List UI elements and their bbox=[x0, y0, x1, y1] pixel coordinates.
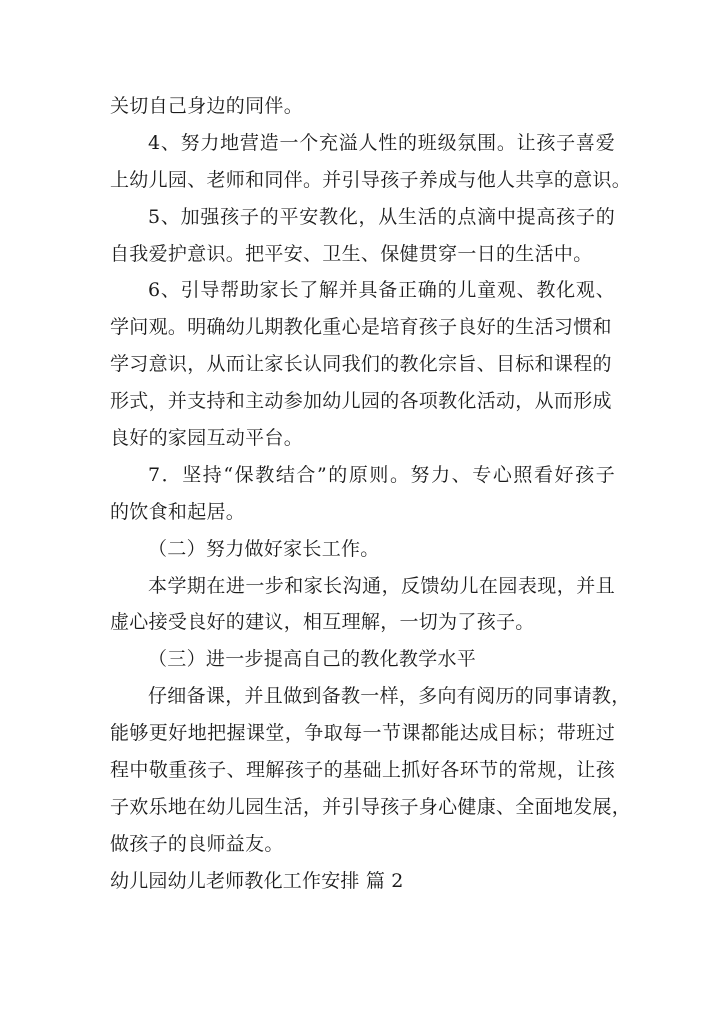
subsection-heading-2: （二）努力做好家长工作。 bbox=[148, 537, 380, 560]
teaching-line-1: 仔细备课，并且做到备教一样，多向有阅历的同事请教， bbox=[148, 685, 631, 708]
list-item-6-line-2: 学问观。明确幼儿期教化重心是培育孩子良好的生活习惯和 bbox=[110, 316, 612, 339]
list-item-5-line-1: 5、加强孩子的平安教化，从生活的点滴中提高孩子的 bbox=[148, 205, 615, 228]
list-item-7-line-2: 的饮食和起居。 bbox=[110, 500, 246, 523]
parent-work-line-2: 虚心接受良好的建议，相互理解，一切为了孩子。 bbox=[110, 611, 535, 634]
teaching-line-4: 子欢乐地在幼儿园生活，并引导孩子身心健康、全面地发展， bbox=[110, 795, 632, 818]
paragraph-line: 关切自己身边的同伴。 bbox=[110, 95, 304, 117]
parent-work-line-1: 本学期在进一步和家长沟通，反馈幼儿在园表现，并且 bbox=[148, 574, 615, 597]
list-item-7-line-1: 7．坚持“保教结合”的原则。努力、专心照看好孩子 bbox=[148, 463, 615, 486]
list-item-6-line-1: 6、引导帮助家长了解并具备正确的儿童观、教化观、 bbox=[148, 279, 615, 302]
section-title: 幼儿园幼儿老师教化工作安排 篇 2 bbox=[110, 869, 404, 892]
list-item-6-line-4: 形式，并支持和主动参加幼儿园的各项教化活动，从而形成 bbox=[110, 390, 612, 413]
teaching-line-2: 能够更好地把握课堂，争取每一节课都能达成目标；带班过 bbox=[110, 722, 615, 745]
document-body bbox=[110, 88, 632, 900]
subsection-heading-3: （三）进一步提高自己的教化教学水平 bbox=[148, 648, 477, 671]
list-item-6-line-3: 学习意识，从而让家长认同我们的教化宗旨、目标和课程的 bbox=[110, 353, 612, 376]
teaching-line-3: 程中敬重孩子、理解孩子的基础上抓好各环节的常规，让孩 bbox=[110, 759, 615, 782]
list-item-5-line-2: 自我爱护意识。把平安、卫生、保健贯穿一日的生活中。 bbox=[110, 242, 593, 265]
list-item-4-line-2: 上幼儿园、老师和同伴。并引导孩子养成与他人共享的意识。 bbox=[110, 168, 632, 191]
teaching-line-5: 做孩子的良师益友。 bbox=[110, 832, 284, 855]
list-item-6-line-5: 良好的家园互动平台。 bbox=[110, 427, 304, 450]
list-item-4-line-1: 4、努力地营造一个充溢人性的班级氛围。让孩子喜爱 bbox=[148, 131, 615, 154]
